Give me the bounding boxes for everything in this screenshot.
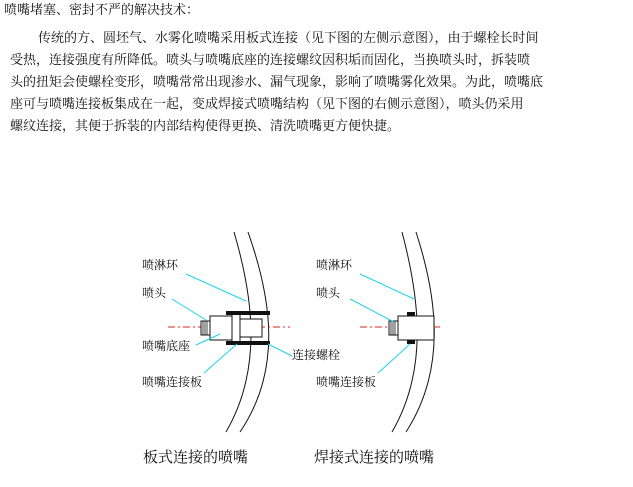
- paragraph-line: 受热，连接强度有所降低。喷头与喷嘴底座的连接螺纹因积垢而固化，当换喷头时，拆装喷: [10, 53, 531, 68]
- left-pipe: [240, 319, 262, 337]
- left-nozzle-base: [210, 316, 232, 340]
- right-leader-nozzle-head: [350, 299, 394, 322]
- left-bolt-top: [226, 311, 270, 315]
- section-heading: 喷嘴堵塞、密封不严的解决技术：: [4, 3, 200, 18]
- label-connecting-bolt: 连接螺栓: [292, 348, 341, 362]
- right-weld-top: [407, 312, 415, 316]
- label-nozzle-base: 喷嘴底座: [142, 339, 191, 353]
- right-leader-plate: [378, 344, 410, 373]
- label-spray-ring: 喷淋环: [142, 258, 179, 272]
- paragraph-line: 螺纹连接，其便于拆装的内部结构使得更换、清洗喷嘴更方便快捷。: [10, 119, 401, 134]
- left-connecting-plate: [232, 313, 240, 343]
- right-leader-spray-ring: [360, 274, 414, 299]
- label-connecting-plate: 喷嘴连接板: [142, 375, 203, 389]
- left-leader-plate: [204, 344, 237, 373]
- left-diagram: [142, 232, 340, 466]
- paragraph-line: 座可与喷嘴连接板集成在一起，变成焊接式喷嘴结构（见下图的右侧示意图），喷头仍采用: [10, 97, 524, 112]
- right-nozzle-head: [389, 321, 398, 335]
- right-welded-body: [398, 316, 434, 340]
- label-connecting-plate-right: 喷嘴连接板: [316, 375, 377, 389]
- left-leader-nozzle-head: [172, 299, 206, 320]
- right-caption: 焊接式连接的喷嘴: [314, 448, 435, 466]
- label-spray-ring-right: 喷淋环: [316, 258, 353, 272]
- left-leader-bolt: [268, 344, 292, 356]
- label-nozzle-head: 喷头: [142, 286, 167, 300]
- left-caption: 板式连接的喷嘴: [143, 448, 249, 466]
- left-nozzle-head: [201, 321, 210, 335]
- label-nozzle-head-right: 喷头: [316, 286, 341, 300]
- paragraph-line: 头的扭矩会使螺栓变形，喷嘴常常出现渗水、漏气现象，影响了喷嘴雾化效果。为此，喷嘴底: [10, 75, 544, 90]
- right-weld-bottom: [407, 340, 415, 344]
- left-leader-spray-ring: [186, 274, 246, 301]
- left-bolt-bottom: [226, 341, 270, 345]
- paragraph-line: 传统的方、圆坯气、水雾化喷嘴采用板式连接（见下图的左侧示意图），由于螺栓长时间: [38, 31, 539, 46]
